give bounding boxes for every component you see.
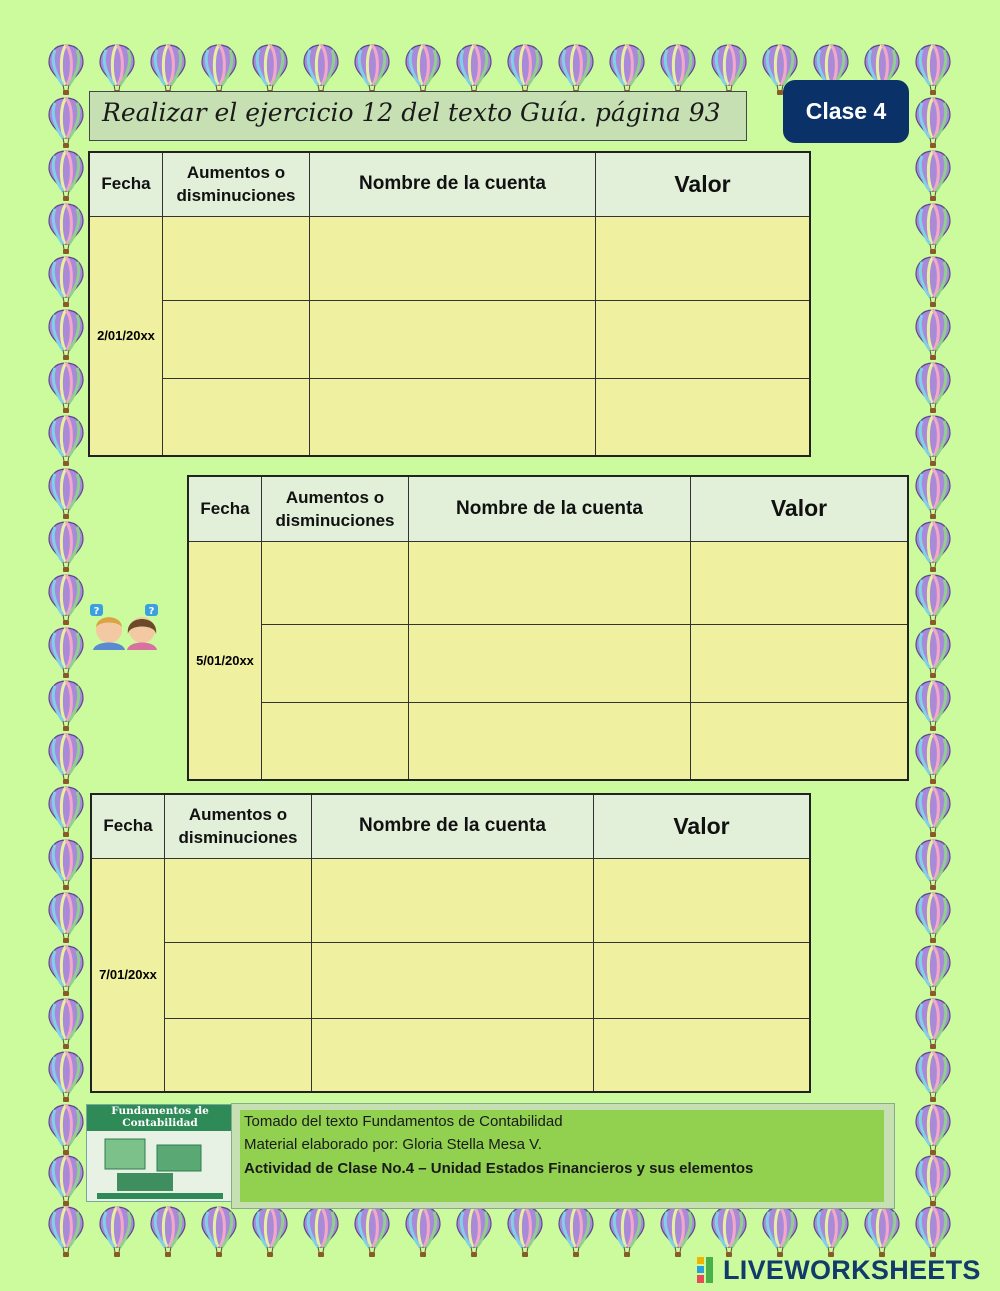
ledger-table-3 — [90, 793, 811, 1093]
input-aumentos[interactable] — [165, 1018, 312, 1092]
header-valor: Valor — [594, 794, 811, 858]
watermark-text: LIVEWORKSHEETS — [723, 1254, 981, 1285]
header-fecha: Fecha — [89, 152, 163, 216]
date-cell: 5/01/20xx — [188, 541, 262, 780]
book-title: Fundamentos de Contabilidad — [87, 1105, 233, 1131]
input-aumentos[interactable] — [163, 216, 310, 300]
input-valor[interactable] — [594, 858, 811, 942]
header-nombre: Nombre de la cuenta — [312, 794, 594, 858]
svg-text:?: ? — [148, 606, 155, 617]
ledger-table-1 — [88, 151, 811, 457]
input-nombre[interactable] — [312, 858, 594, 942]
header-fecha: Fecha — [188, 476, 262, 541]
input-valor[interactable] — [691, 541, 909, 624]
title-box — [89, 91, 747, 141]
header-aumentos: Aumentos o disminuciones — [262, 476, 409, 541]
book-cover-image — [86, 1104, 234, 1202]
svg-text:?: ? — [93, 606, 100, 617]
input-aumentos[interactable] — [262, 624, 409, 702]
input-valor[interactable] — [596, 216, 811, 300]
input-nombre[interactable] — [409, 702, 691, 780]
input-valor[interactable] — [596, 378, 811, 456]
input-nombre[interactable] — [310, 216, 596, 300]
input-nombre[interactable] — [310, 300, 596, 378]
input-valor[interactable] — [691, 624, 909, 702]
input-aumentos[interactable] — [163, 378, 310, 456]
input-nombre[interactable] — [409, 541, 691, 624]
header-fecha: Fecha — [91, 794, 165, 858]
header-valor: Valor — [691, 476, 909, 541]
footer-inner — [240, 1110, 884, 1202]
input-nombre[interactable] — [312, 942, 594, 1018]
input-valor[interactable] — [594, 1018, 811, 1092]
footer-source: Tomado del texto Fundamentos de Contabilidad — [244, 1113, 563, 1130]
input-aumentos[interactable] — [163, 300, 310, 378]
input-valor[interactable] — [691, 702, 909, 780]
input-nombre[interactable] — [312, 1018, 594, 1092]
input-aumentos[interactable] — [262, 702, 409, 780]
header-aumentos: Aumentos o disminuciones — [165, 794, 312, 858]
liveworksheets-mark-icon — [697, 1257, 719, 1283]
footer-author: Material elaborado por: Gloria Stella Mesa V. — [244, 1136, 542, 1153]
footer-activity: Actividad de Clase No.4 – Unidad Estados Financieros y sus elementos — [244, 1160, 754, 1177]
header-nombre: Nombre de la cuenta — [409, 476, 691, 541]
footer-credits — [231, 1103, 895, 1209]
input-aumentos[interactable] — [165, 942, 312, 1018]
date-cell: 7/01/20xx — [91, 858, 165, 1092]
class-badge: Clase 4 — [783, 80, 909, 143]
ledger-table-2 — [187, 475, 909, 781]
header-nombre: Nombre de la cuenta — [310, 152, 596, 216]
input-aumentos[interactable] — [165, 858, 312, 942]
header-aumentos: Aumentos o disminuciones — [163, 152, 310, 216]
thinking-faces-icon — [87, 602, 167, 650]
input-nombre[interactable] — [310, 378, 596, 456]
page-title: Realizar el ejercicio 12 del texto Guía. página 93 — [102, 98, 721, 127]
input-valor[interactable] — [596, 300, 811, 378]
book-illustration — [87, 1131, 233, 1201]
date-cell: 2/01/20xx — [89, 216, 163, 456]
input-aumentos[interactable] — [262, 541, 409, 624]
liveworksheets-logo — [697, 1255, 981, 1285]
input-valor[interactable] — [594, 942, 811, 1018]
header-valor: Valor — [596, 152, 811, 216]
input-nombre[interactable] — [409, 624, 691, 702]
